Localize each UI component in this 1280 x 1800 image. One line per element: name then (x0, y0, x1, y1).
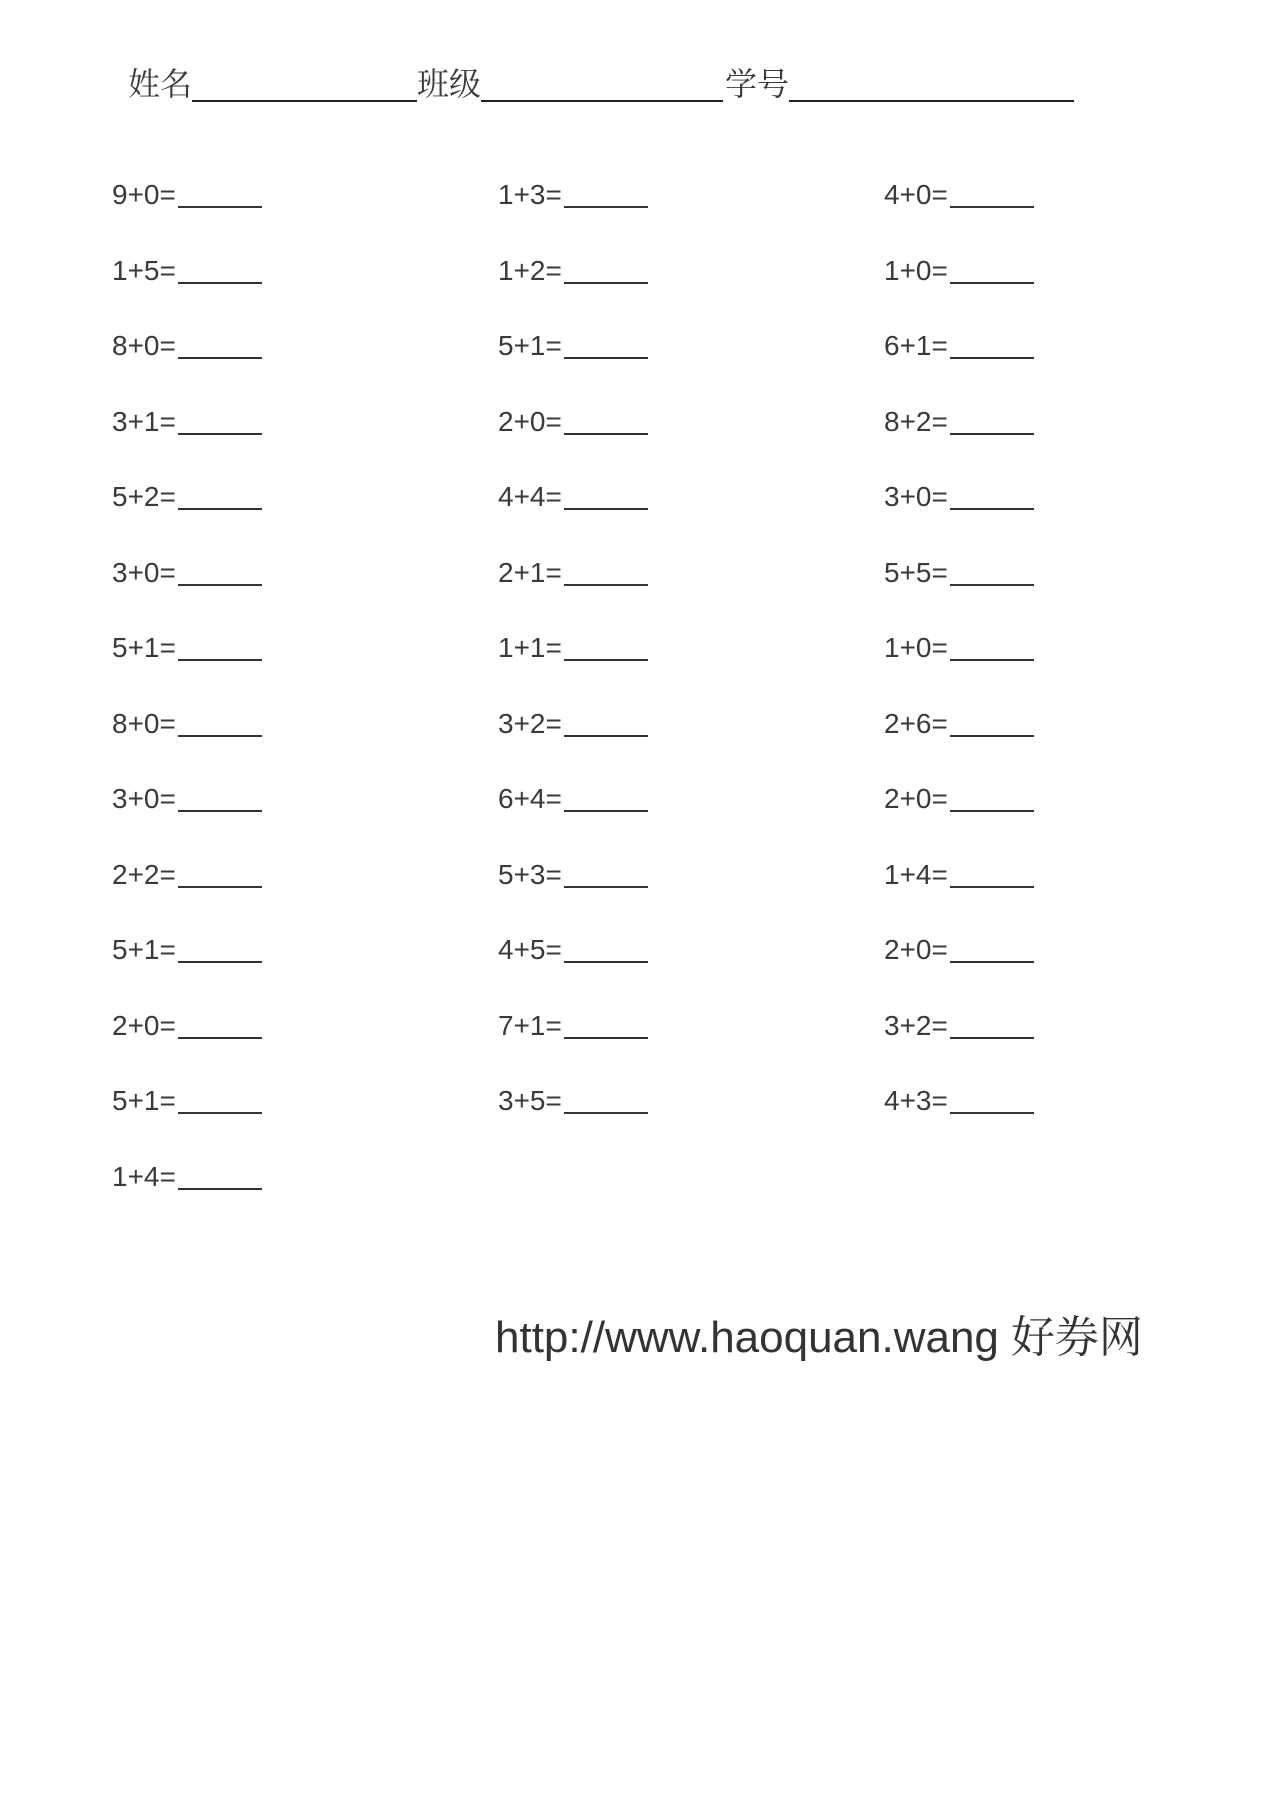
problem-expression: 5+1= (112, 1085, 176, 1116)
problem-expression: 1+4= (884, 858, 948, 890)
answer-blank[interactable] (178, 810, 262, 812)
problem-expression: 4+4= (498, 481, 562, 512)
problem-item (112, 399, 262, 439)
problem-item (112, 927, 262, 967)
problem-expression: 7+1= (498, 1009, 562, 1041)
problem-item (112, 776, 262, 816)
problem-expression: 1+2= (498, 254, 562, 286)
answer-blank[interactable] (564, 735, 648, 737)
answer-blank[interactable] (564, 810, 648, 812)
answer-blank[interactable] (178, 735, 262, 737)
problem-expression: 2+1= (498, 556, 562, 588)
problem-item (884, 1003, 1034, 1043)
problem-expression: 6+1= (884, 330, 948, 361)
problem-expression: 5+1= (112, 632, 176, 663)
answer-blank[interactable] (564, 433, 648, 435)
answer-blank[interactable] (564, 508, 648, 510)
problem-expression: 3+1= (112, 405, 176, 437)
answer-blank[interactable] (178, 1188, 262, 1190)
problem-item (498, 474, 648, 514)
problem-expression: 3+2= (884, 1009, 948, 1041)
problem-expression: 1+4= (112, 1160, 176, 1192)
problem-item (112, 625, 262, 665)
problem-expression: 5+5= (884, 556, 948, 588)
problem-expression: 2+0= (884, 783, 948, 814)
problem-expression: 1+0= (884, 254, 948, 286)
answer-blank[interactable] (950, 357, 1034, 359)
problem-expression: 5+1= (498, 330, 562, 361)
answer-blank[interactable] (950, 810, 1034, 812)
answer-blank[interactable] (564, 1037, 648, 1039)
answer-blank[interactable] (178, 659, 262, 661)
answer-blank[interactable] (178, 961, 262, 963)
problem-item (498, 852, 648, 892)
problem-item (112, 701, 262, 741)
problem-expression: 9+0= (112, 179, 176, 210)
answer-blank[interactable] (178, 508, 262, 510)
class-label: 班级 (417, 65, 482, 103)
problem-expression: 3+0= (112, 556, 176, 588)
problem-item (884, 1078, 1034, 1118)
answer-blank[interactable] (178, 433, 262, 435)
answer-blank[interactable] (950, 206, 1034, 208)
problem-item (884, 701, 1034, 741)
answer-blank[interactable] (178, 357, 262, 359)
problem-item (884, 550, 1034, 590)
problem-item (884, 927, 1034, 967)
problem-expression: 3+0= (884, 481, 948, 512)
problem-item (112, 1078, 262, 1118)
answer-blank[interactable] (564, 659, 648, 661)
answer-blank[interactable] (950, 659, 1034, 661)
answer-blank[interactable] (178, 1037, 262, 1039)
problem-item (884, 172, 1034, 212)
answer-blank[interactable] (950, 961, 1034, 963)
problem-item (498, 701, 648, 741)
footer-watermark (495, 1310, 1143, 1366)
footer-site-name: 好券网 (1010, 1312, 1143, 1363)
problem-item (884, 474, 1034, 514)
problem-item (498, 1003, 648, 1043)
problem-item (112, 1154, 262, 1194)
answer-blank[interactable] (950, 433, 1034, 435)
problem-item (112, 474, 262, 514)
problem-item (884, 852, 1034, 892)
footer-url: http://www.haoquan.wang (495, 1313, 999, 1362)
problem-expression: 4+5= (498, 934, 562, 965)
problem-item (498, 399, 648, 439)
answer-blank[interactable] (178, 206, 262, 208)
answer-blank[interactable] (950, 508, 1034, 510)
answer-blank[interactable] (178, 886, 262, 888)
problem-item (498, 776, 648, 816)
problem-item (498, 927, 648, 967)
answer-blank[interactable] (564, 206, 648, 208)
problem-item (884, 625, 1034, 665)
problem-item (112, 323, 262, 363)
problem-item (112, 172, 262, 212)
name-label: 姓名 (128, 65, 193, 103)
problem-expression: 5+2= (112, 481, 176, 512)
problem-expression: 1+1= (498, 632, 562, 663)
answer-blank[interactable] (950, 1112, 1034, 1114)
problem-expression: 2+2= (112, 858, 176, 890)
answer-blank[interactable] (950, 886, 1034, 888)
problem-expression: 6+4= (498, 783, 562, 814)
answer-blank[interactable] (950, 282, 1034, 284)
answer-blank[interactable] (950, 1037, 1034, 1039)
answer-blank[interactable] (564, 961, 648, 963)
problem-expression: 8+2= (884, 405, 948, 437)
problem-item (498, 625, 648, 665)
problem-expression: 3+2= (498, 707, 562, 739)
problem-item (498, 1078, 648, 1118)
problem-item (498, 248, 648, 288)
problem-expression: 1+3= (498, 179, 562, 210)
problem-item (112, 550, 262, 590)
problem-item (498, 550, 648, 590)
answer-blank[interactable] (178, 584, 262, 586)
problem-expression: 4+0= (884, 179, 948, 210)
problem-expression: 2+0= (884, 934, 948, 965)
problem-item (498, 172, 648, 212)
answer-blank[interactable] (564, 357, 648, 359)
answer-blank[interactable] (950, 584, 1034, 586)
answer-blank[interactable] (178, 1112, 262, 1114)
answer-blank[interactable] (564, 584, 648, 586)
answer-blank[interactable] (178, 282, 262, 284)
answer-blank[interactable] (564, 886, 648, 888)
answer-blank[interactable] (564, 1112, 648, 1114)
student-id-label: 学号 (725, 65, 790, 103)
problem-expression: 3+5= (498, 1085, 562, 1116)
problem-expression: 1+5= (112, 254, 176, 286)
problem-expression: 8+0= (112, 707, 176, 739)
problem-item (112, 248, 262, 288)
problem-item (498, 323, 648, 363)
problem-expression: 1+0= (884, 632, 948, 663)
problem-expression: 2+0= (112, 1009, 176, 1041)
problem-expression: 2+6= (884, 707, 948, 739)
answer-blank[interactable] (950, 735, 1034, 737)
answer-blank[interactable] (564, 282, 648, 284)
problem-item (112, 1003, 262, 1043)
problem-item (884, 323, 1034, 363)
problem-expression: 2+0= (498, 405, 562, 437)
problem-expression: 8+0= (112, 330, 176, 361)
problem-expression: 5+3= (498, 858, 562, 890)
problem-expression: 3+0= (112, 783, 176, 814)
problem-item (884, 399, 1034, 439)
problem-expression: 5+1= (112, 934, 176, 965)
problem-item (884, 776, 1034, 816)
problem-item (112, 852, 262, 892)
problem-expression: 4+3= (884, 1085, 948, 1116)
problem-item (884, 248, 1034, 288)
